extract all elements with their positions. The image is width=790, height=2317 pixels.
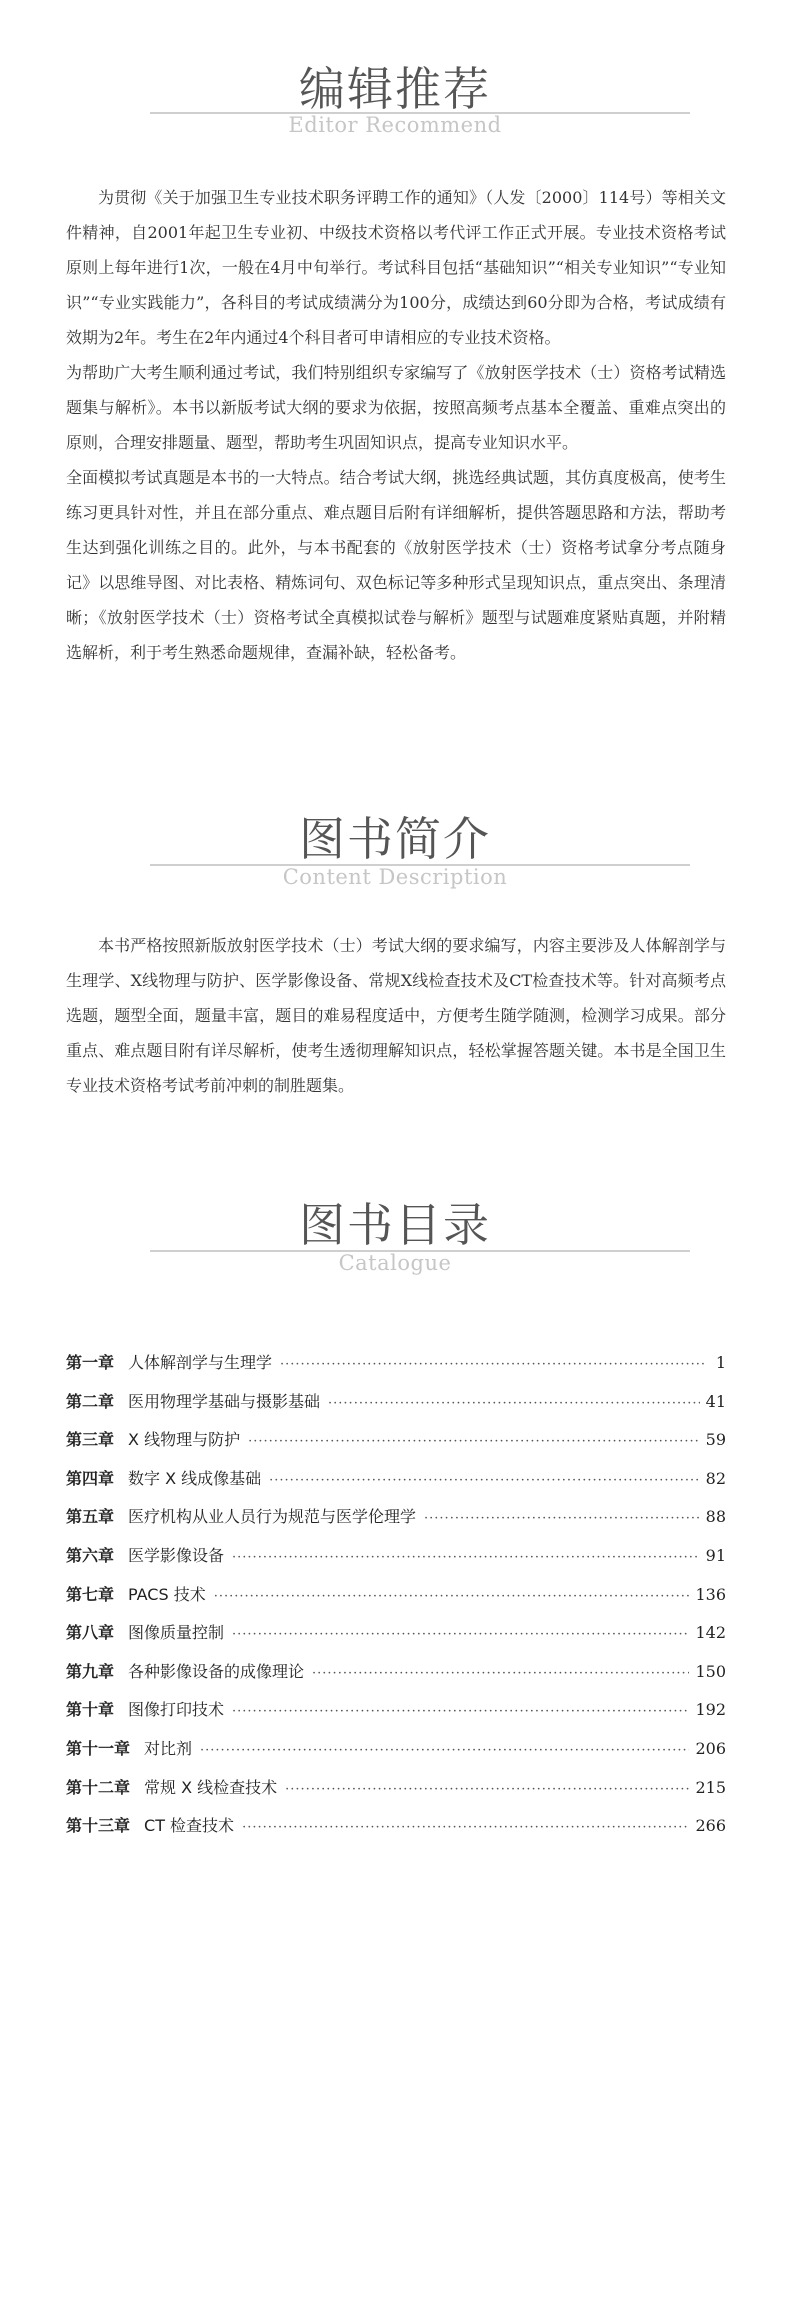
editor-section-subtitle: Editor Recommend [288, 113, 502, 137]
toc-leader-dots [232, 1550, 700, 1565]
toc-chapter: 第十章 [66, 1700, 115, 1720]
content-paragraph: 本书严格按照新版放射医学技术（士）考试大纲的要求编写，内容主要涉及人体解剖学与生理学、X线物理与防护、医学影像设备、常规X线检查技术及CT检查技术等。针对高频考点选题，题型全面，题量丰富，题目的难易程度适中，方便考生随学随测，检测学习成果。部分重点、难点题目附有详尽解析，使考生透彻理解知识点，轻松掌握答题关键。本书是全国卫生专业技术资格考试考前冲刺的制胜题集。 [66, 936, 726, 1095]
table-of-contents [66, 1350, 726, 1852]
toc-row [66, 1813, 726, 1852]
toc-leader-dots [242, 1820, 689, 1835]
toc-leader-dots [285, 1782, 689, 1797]
catalogue-section-subtitle: Catalogue [338, 1251, 452, 1275]
toc-title: 医学影像设备 [128, 1545, 225, 1565]
toc-row [66, 1736, 726, 1775]
toc-row [66, 1427, 726, 1466]
toc-leader-dots [328, 1396, 700, 1411]
toc-chapter: 第六章 [66, 1545, 115, 1565]
toc-page-number: 150 [695, 1661, 726, 1681]
toc-title: 图像打印技术 [128, 1700, 225, 1720]
toc-leader-dots [312, 1666, 689, 1681]
toc-leader-dots [200, 1743, 689, 1758]
editor-paragraph-1: 为贯彻《关于加强卫生专业技术职务评聘工作的通知》（人发〔2000〕114号）等相关文件精神，自2001年起卫生专业初、中级技术资格以考代评工作正式开展。专业技术资格考试原则上每年进行1次，一般在4月中旬举行。考试科目包括“基础知识”“相关专业知识”“专业知识”“专业实践能力”，各科目的考试成绩满分为100分，成绩达到60分即为合格，考试成绩有效期为2年。考生在2年内通过4个科目者可申请相应的专业技术资格。 [66, 188, 726, 347]
toc-row [66, 1543, 726, 1582]
toc-row [66, 1504, 726, 1543]
toc-leader-dots [232, 1627, 689, 1642]
toc-chapter: 第七章 [66, 1584, 115, 1604]
toc-chapter: 第四章 [66, 1468, 115, 1488]
toc-chapter: 第十一章 [66, 1738, 131, 1758]
content-description-text [66, 928, 726, 1103]
toc-page-number: 215 [695, 1777, 726, 1797]
content-section-subtitle: Content Description [282, 865, 508, 889]
toc-title: 人体解剖学与生理学 [128, 1353, 273, 1372]
editor-paragraph-3: 全面模拟考试真题是本书的一大特点。结合考试大纲，挑选经典试题，其仿真度极高，使考生练习更具针对性，并且在部分重点、难点题目后附有详细解析，提供答题思路和方法，帮助考生达到强化训练之目的。此外，与本书配套的《放射医学技术（士）资格考试拿分考点随身记》以思维导图、对比表格、精炼词句、双色标记等多种形式呈现知识点，重点突出、条理清晰；《放射医学技术（士）资格考试全真模拟试卷与解析》题型与试题难度紧贴真题，并附精选解析，利于考生熟悉命题规律，查漏补缺，轻松备考。 [66, 468, 726, 662]
toc-page-number: 59 [705, 1430, 726, 1450]
toc-title: X 线物理与防护 [128, 1430, 241, 1450]
toc-leader-dots [424, 1511, 700, 1526]
toc-chapter: 第九章 [66, 1661, 115, 1681]
toc-leader-dots [248, 1434, 700, 1449]
toc-title: 常规 X 线检查技术 [144, 1777, 278, 1797]
toc-title: 各种影像设备的成像理论 [128, 1661, 305, 1681]
toc-title: 医用物理学基础与摄影基础 [128, 1391, 321, 1411]
toc-chapter: 第十二章 [66, 1777, 131, 1797]
toc-page-number: 192 [695, 1700, 726, 1720]
toc-leader-dots [232, 1704, 689, 1719]
toc-page-number: 91 [705, 1545, 726, 1565]
toc-row [66, 1350, 726, 1389]
toc-page-number: 41 [705, 1391, 726, 1411]
toc-page-number: 88 [705, 1507, 726, 1527]
toc-row [66, 1659, 726, 1698]
toc-row [66, 1775, 726, 1814]
toc-chapter: 第十三章 [66, 1816, 131, 1836]
toc-row [66, 1582, 726, 1621]
toc-chapter: 第五章 [66, 1507, 115, 1527]
toc-title: 医疗机构从业人员行为规范与医学伦理学 [128, 1507, 417, 1527]
toc-title: CT 检查技术 [144, 1816, 235, 1836]
content-section-title: 图书简介 [299, 812, 491, 866]
toc-chapter: 第三章 [66, 1430, 115, 1450]
toc-leader-dots [269, 1473, 699, 1488]
toc-title: 图像质量控制 [128, 1623, 225, 1643]
toc-row [66, 1620, 726, 1659]
toc-page-number: 142 [695, 1623, 726, 1643]
toc-row [66, 1389, 726, 1428]
toc-leader-dots [214, 1589, 690, 1604]
toc-chapter: 第二章 [66, 1391, 115, 1411]
toc-page-number: 206 [695, 1738, 726, 1758]
editor-paragraph-2: 为帮助广大考生顺利通过考试，我们特别组织专家编写了《放射医学技术（士）资格考试精选题集与解析》。本书以新版考试大纲的要求为依据，按照高频考点基本全覆盖、重难点突出的原则，合理安排题量、题型，帮助考生巩固知识点，提高专业知识水平。 [66, 363, 726, 452]
catalogue-section-title: 图书目录 [299, 1198, 491, 1252]
toc-row [66, 1697, 726, 1736]
toc-title: 数字 X 线成像基础 [128, 1468, 262, 1488]
toc-title: PACS 技术 [128, 1584, 206, 1604]
toc-chapter: 第一章 [66, 1353, 115, 1372]
toc-leader-dots [280, 1357, 706, 1372]
editor-section-title: 编辑推荐 [299, 62, 491, 116]
toc-page-number: 266 [695, 1816, 726, 1836]
toc-chapter: 第八章 [66, 1623, 115, 1643]
toc-title: 对比剂 [144, 1738, 193, 1758]
toc-page-number: 1 [715, 1353, 726, 1372]
toc-page-number: 82 [705, 1468, 726, 1488]
toc-row [66, 1466, 726, 1505]
toc-page-number: 136 [695, 1584, 726, 1604]
editor-recommend-text [66, 180, 726, 670]
